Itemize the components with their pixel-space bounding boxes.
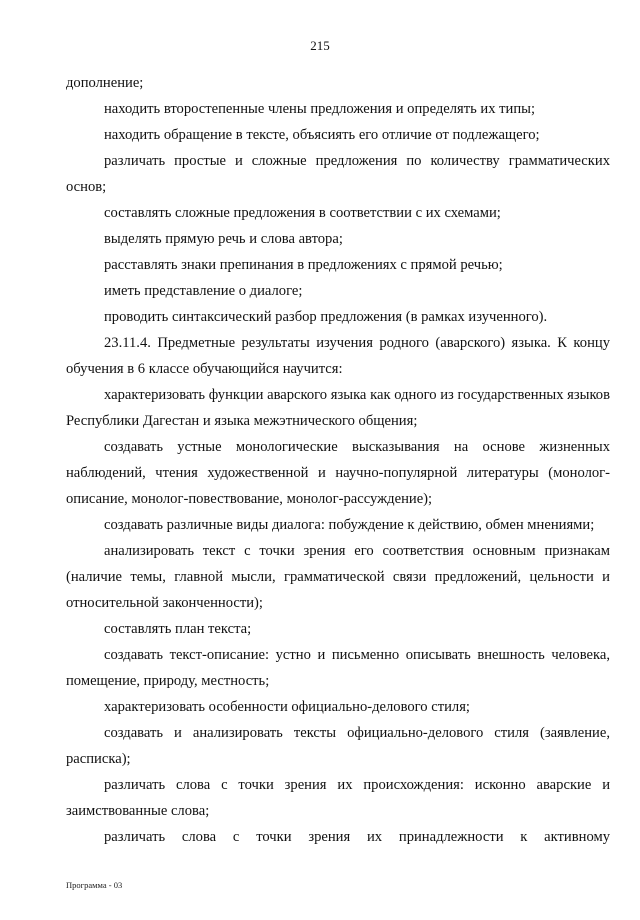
paragraph: составлять сложные предложения в соответствии с их схемами; — [104, 205, 501, 221]
paragraph: характеризовать особенности официально-делового стиля; — [104, 699, 470, 715]
paragraph: дополнение; — [66, 75, 144, 91]
paragraph: находить обращение в тексте, объясиять его отличие от подлежащего; — [104, 127, 540, 143]
paragraph: создавать и анализировать тексты официально-делового стиля (заявление, расписка); — [66, 725, 610, 767]
document-body — [66, 70, 610, 850]
paragraph: расставлять знаки препинания в предложениях с прямой речью; — [104, 257, 503, 273]
paragraph: создавать различные виды диалога: побуждение к действию, обмен мнениями; — [104, 517, 595, 533]
paragraph: различать слова с точки зрения их принадлежности к активному — [104, 829, 610, 845]
paragraph: различать простые и сложные предложения по количеству грамматических основ; — [66, 153, 610, 195]
paragraph: создавать текст-описание: устно и письменно описывать внешность человека, помещение, природу, местность; — [66, 647, 610, 689]
page-number: 215 — [310, 38, 330, 53]
paragraph: иметь представление о диалоге; — [104, 283, 303, 299]
paragraph: проводить синтаксический разбор предложения (в рамках изученного). — [104, 309, 548, 325]
footer-label: Программа - 03 — [66, 880, 123, 890]
paragraph: составлять план текста; — [104, 621, 252, 637]
section-heading-paragraph: 23.11.4. Предметные результаты изучения родного (аварского) языка. К концу обучения в 6 классе обучающийся научится: — [66, 335, 610, 377]
paragraph: характеризовать функции аварского языка как одного из государственных языков Республики Дагестан и языка межэтнического общения; — [66, 387, 610, 429]
paragraph: выделять прямую речь и слова автора; — [104, 231, 343, 247]
paragraph: различать слова с точки зрения их происхождения: исконно аварские и заимствованные слова; — [66, 777, 610, 819]
paragraph: анализировать текст с точки зрения его соответствия основным признакам (наличие темы, главной мысли, грамматической связи предложений, цельности и относительной законченности); — [66, 543, 610, 611]
paragraph: находить второстепенные члены предложения и определять их типы; — [104, 101, 536, 117]
paragraph: создавать устные монологические высказывания на основе жизненных наблюдений, чтения художественной и научно-популярной литературы (монолог-описание, монолог-повествование, монолог-рассуждение); — [66, 439, 610, 507]
